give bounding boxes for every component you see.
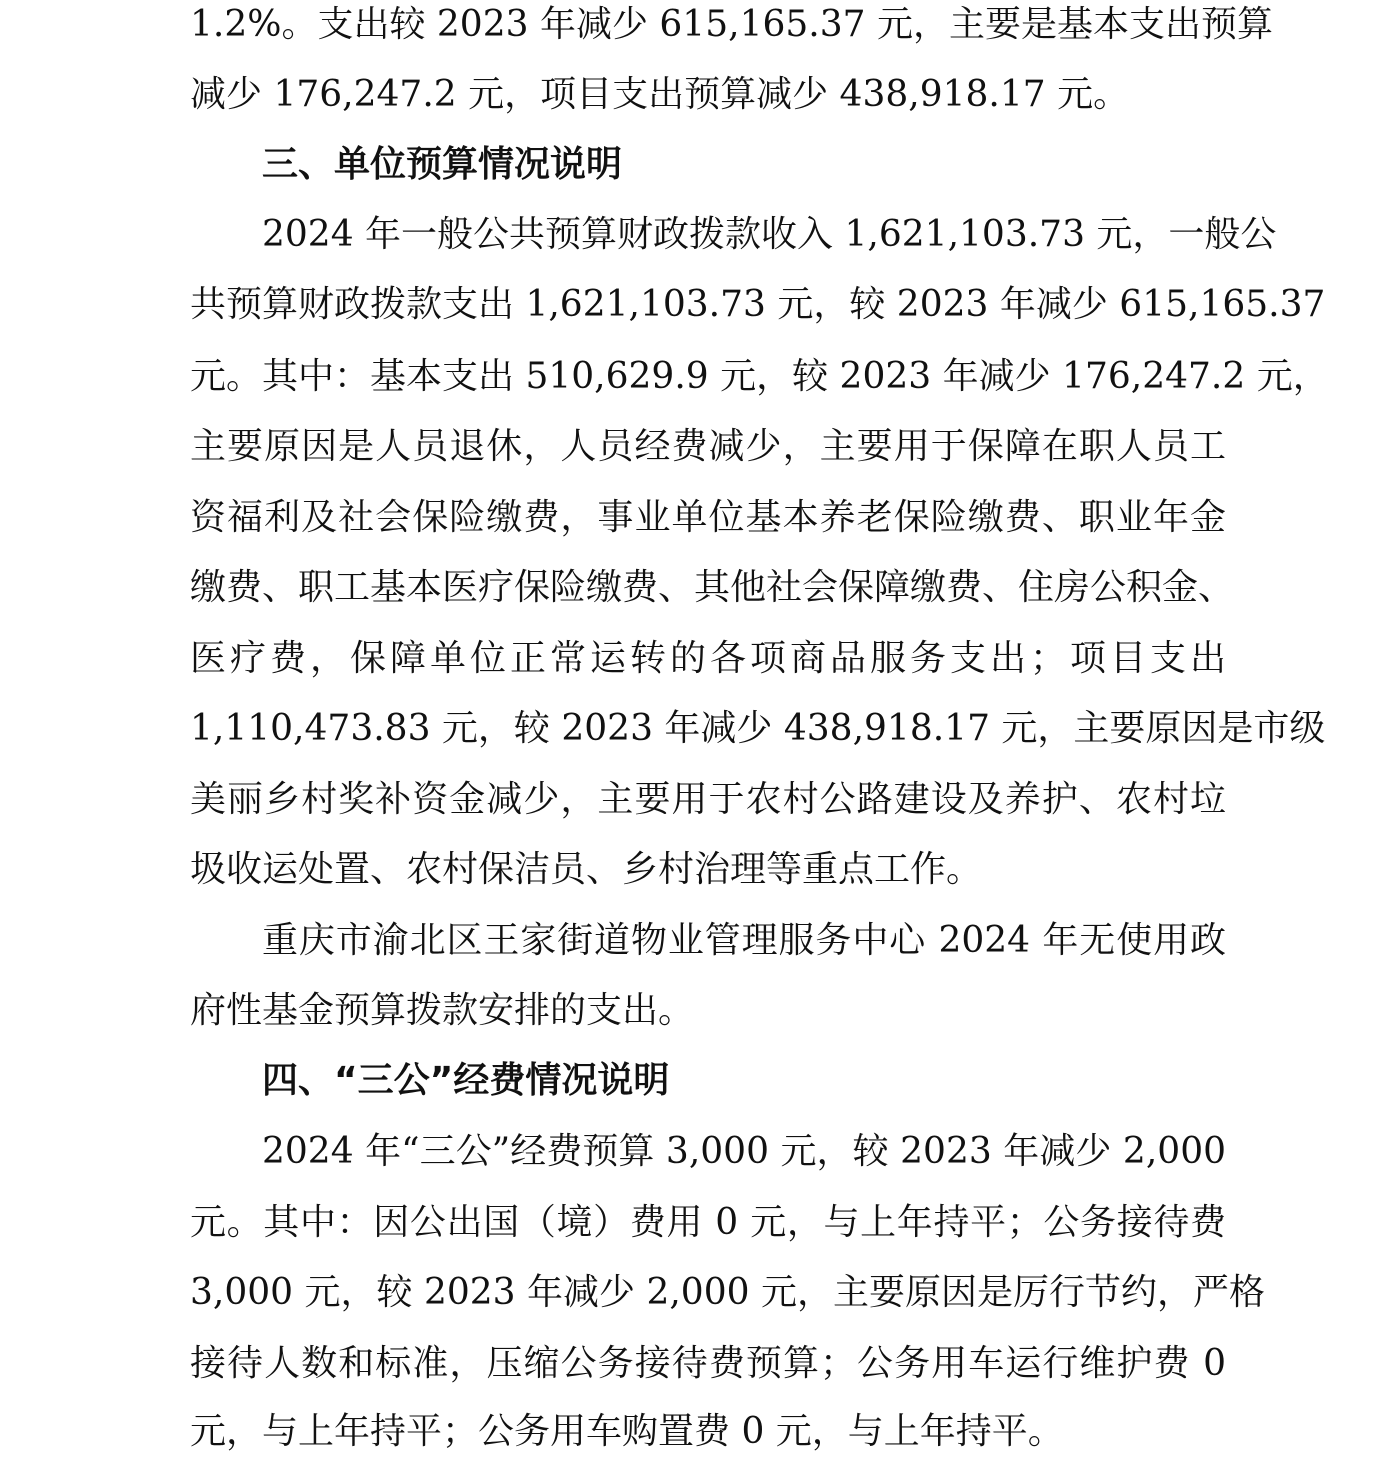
text-line: 减少 176,247.2 元，项目支出预算减少 438,918.17 元。 [190,74,1130,115]
text-line: 府性基金预算拨款安排的支出。 [190,990,695,1031]
text-line: 元。其中：基本支出 510,629.9 元，较 2023 年减少 176,247.2 元， [190,356,1329,397]
text-line: 资福利及社会保险缴费，事业单位基本养老保险缴费、职业年金 [190,497,1226,538]
text-line: 主要原因是人员退休，人员经费减少，主要用于保障在职人员工 [190,426,1226,467]
text-line: 医疗费，保障单位正常运转的各项商品服务支出；项目支出 [190,638,1226,679]
text-line: 元。其中：因公出国（境）费用 0 元，与上年持平；公务接待费 [190,1202,1226,1243]
text-line: 2024 年一般公共预算财政拨款收入 1,621,103.73 元，一般公 [262,214,1277,255]
section-heading-3: 三、单位预算情况说明 [262,144,623,185]
text-line: 接待人数和标准，压缩公务接待费预算；公务用车运行维护费 0 [190,1343,1226,1384]
text-line: 2024 年“三公”经费预算 3,000 元，较 2023 年减少 2,000 [262,1131,1226,1172]
section-heading-4: 四、“三公”经费情况说明 [262,1060,670,1101]
text-line: 圾收运处置、农村保洁员、乡村治理等重点工作。 [190,849,983,890]
text-line: 共预算财政拨款支出 1,621,103.73 元，较 2023 年减少 615,165.37 [190,284,1326,325]
text-line: 1,110,473.83 元，较 2023 年减少 438,918.17 元，主要原因是市级 [190,708,1326,749]
text-line: 元，与上年持平；公务用车购置费 0 元，与上年持平。 [190,1411,1064,1452]
text-line: 重庆市渝北区王家街道物业管理服务中心 2024 年无使用政 [262,920,1226,961]
text-line: 美丽乡村奖补资金减少，主要用于农村公路建设及养护、农村垃 [190,779,1226,820]
text-line: 3,000 元，较 2023 年减少 2,000 元，主要原因是厉行节约，严格 [190,1272,1265,1313]
text-line: 1.2%。支出较 2023 年减少 615,165.37 元，主要是基本支出预算 [190,4,1273,45]
text-line: 缴费、职工基本医疗保险缴费、其他社会保障缴费、住房公积金、 [190,567,1235,608]
